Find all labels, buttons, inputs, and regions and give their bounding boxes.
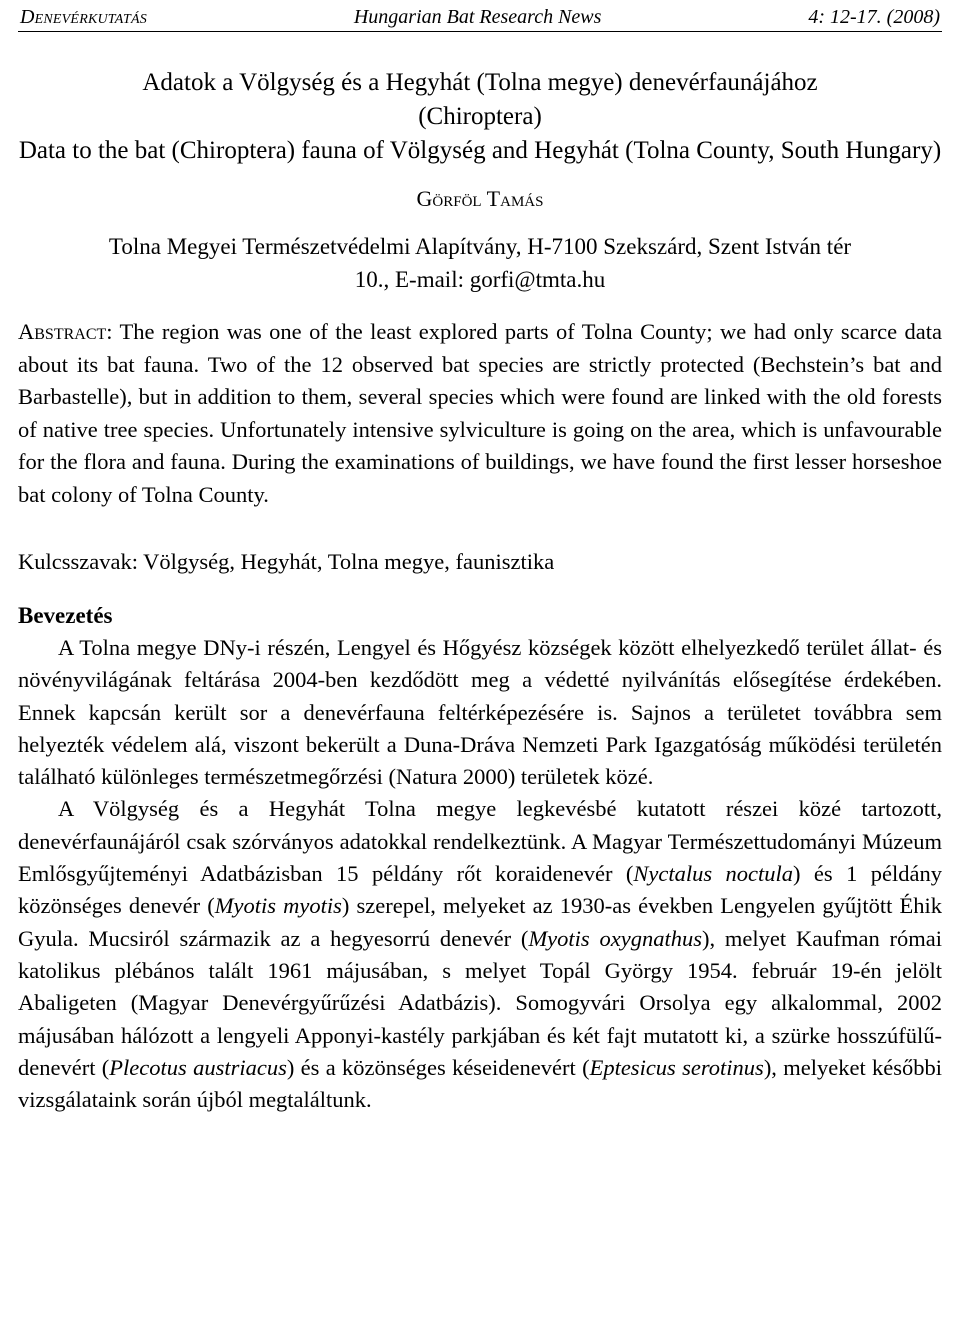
- para2-text-5: ) és a közönséges késeidenevért (: [286, 1054, 590, 1080]
- affiliation-line2: 10., E-mail: gorfi@tmta.hu: [354, 267, 606, 292]
- species-name: Myotis myotis: [214, 893, 342, 919]
- title-hu-line2: (Chiroptera): [418, 103, 542, 130]
- affiliation-line1: Tolna Megyei Természetvédelmi Alapítvány, H-7100 Szekszárd, Szent István tér: [108, 234, 852, 259]
- paragraph-2: [18, 793, 942, 1116]
- header-journal-en: Hungarian Bat Research News: [353, 6, 602, 28]
- para2-text-3: ) szerepel, melyeket az 1930-as években Lengyelen gyűjtött Éhik Gyula. Mucsiról származik az a hegyesorrú denevér (: [18, 893, 943, 951]
- running-header: [18, 0, 942, 32]
- title-en: Data to the bat (Chiroptera) fauna of Völgység and Hegyhát (Tolna County, South Hungary): [18, 137, 942, 164]
- abstract-label: Abstract:: [18, 319, 113, 344]
- article-title: [18, 66, 942, 168]
- title-hu-line1: Adatok a Völgység és a Hegyhát (Tolna megye) denevérfaunájához: [142, 69, 818, 96]
- paragraph-1: A Tolna megye DNy-i részén, Lengyel és Hőgyész községek között elhelyezkedő terület állat- és növényvilágának feltárása 2004-ben kezdődött meg a védetté nyilvánítás elősegítése érdekében. Ennek kapcsán került sor a denevérfauna feltérképezésére is. Sajnos a területet továbbra sem helyezték védelem alá, viszont bekerült a Duna-Dráva Nemzeti Park Igazgatóság működési területén található különleges természetmegőrzési (Natura 2000) területek közé.: [18, 635, 942, 790]
- abstract: [18, 316, 942, 511]
- species-name: Nyctalus noctula: [633, 861, 794, 887]
- section-heading: Bevezetés: [18, 603, 113, 628]
- abstract-text: The region was one of the least explored parts of Tolna County; we had only scarce data about its bat fauna. Two of the 12 observed bat species are strictly protected (Bechstein’s bat and Barbastelle), but in addition to them, several species which were found are linked with the old forests of native tree species. Unfortunately intensive sylviculture is going on the area, which is unfavourable for the flora and fauna. During the examinations of buildings, we have found the first lesser horseshoe bat colony of Tolna County.: [18, 319, 942, 507]
- header-volume: 4: 12-17. (2008): [808, 6, 940, 28]
- keywords: Kulcsszavak: Völgység, Hegyhát, Tolna megye, faunisztika: [18, 549, 555, 574]
- para2-text-2: ) és 1 példány közönséges denevér (: [18, 861, 942, 919]
- affiliation: [18, 230, 942, 296]
- para2-text-1: A Völgység és a Hegyhát Tolna megye legkevésbé kutatott részei közé tartozott, denevérfaunájáról csak szórványos adatokkal rendelkeztünk. A Magyar Természettudományi Múzeum Emlősgyűjteményi Adatbázisban 15 példány rőt koraidenevér (: [18, 796, 942, 887]
- species-name: Myotis oxygnathus: [528, 925, 702, 951]
- species-name: Eptesicus serotinus: [589, 1054, 764, 1080]
- para2-text-4: ), melyet Kaufman római katolikus plébános talált 1961 májusában, s melyet Topál György 1954. február 19-én jelölt Abaligeten (Magyar Denevérgyűrűzési Adatbázis). Somogyvári Orsolya egy alkalommal, 2002 májusában hálózott a lengyeli Apponyi-kastély parkjában és két fajt mutatott ki, a szürke hosszúfülű-denevért (: [18, 925, 942, 1080]
- species-name: Plecotus austriacus: [109, 1054, 287, 1080]
- header-journal-hu: Denevérkutatás: [20, 6, 147, 28]
- para2-text-6: ), melyeket későbbi vizsgálataink során újból megtaláltunk.: [18, 1054, 943, 1113]
- author-name: Görföl Tamás: [416, 186, 544, 211]
